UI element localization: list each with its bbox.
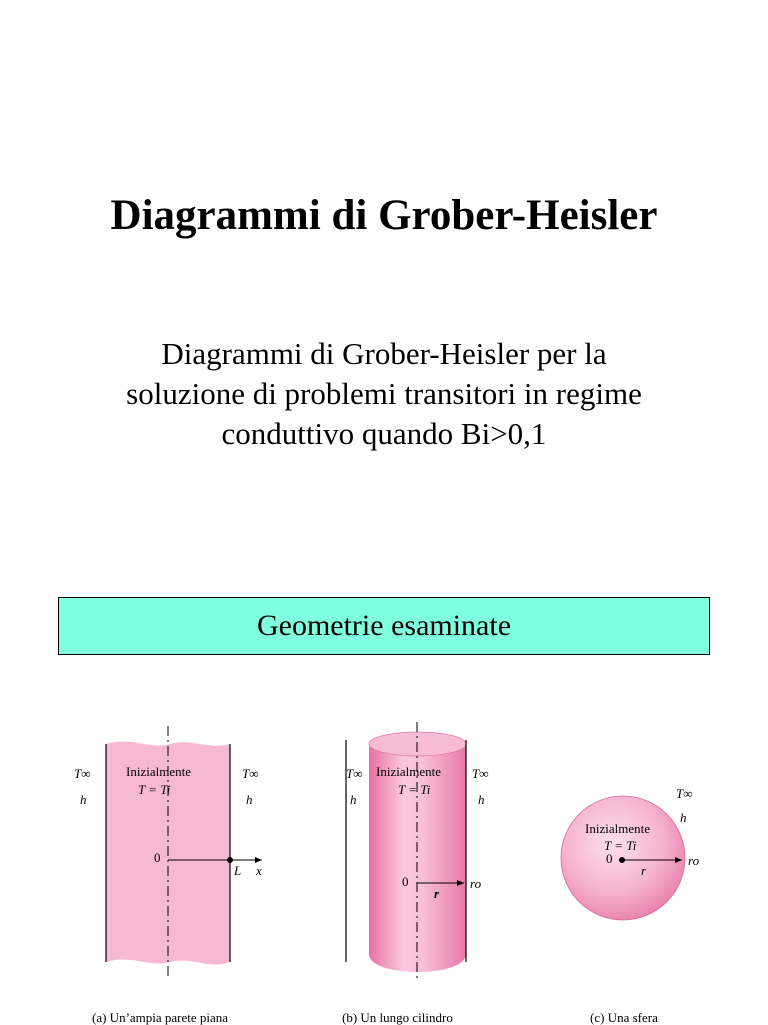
wall-h-right: h: [246, 792, 253, 807]
wall-origin: 0: [154, 850, 161, 865]
wall-x-label: x: [256, 863, 262, 878]
wall-length-label: L: [234, 863, 242, 878]
cylinder-caption: (b) Un lungo cilindro: [342, 1010, 453, 1025]
cylinder-initial-eq: T = Ti: [398, 782, 431, 797]
wall-point-l: [227, 857, 233, 863]
wall-t-inf-left: T∞: [74, 766, 91, 781]
subtitle: [60, 334, 708, 454]
subtitle-line-1: Diagrammi di Grober-Heisler per la: [161, 336, 607, 371]
sphere-diagram: [561, 796, 685, 920]
sphere-h: h: [680, 810, 687, 825]
wall-initial-eq: T = Ti: [138, 782, 171, 797]
sphere-outer-radius-label: ro: [688, 853, 700, 868]
cylinder-h-left: h: [350, 792, 357, 807]
subtitle-line-2: soluzione di problemi transitori in regime: [126, 376, 642, 411]
sphere-t-inf: T∞: [676, 786, 693, 801]
cylinder-t-inf-right: T∞: [472, 766, 489, 781]
sphere-initial-eq: T = Ti: [604, 838, 637, 853]
sphere-initial-label: Inizialmente: [585, 821, 650, 836]
wall-initial-label: Inizialmente: [126, 764, 191, 779]
page-title: Diagrammi di Grober-Heisler: [110, 192, 658, 239]
geometries-banner: Geometrie esaminate: [58, 597, 710, 655]
wall-h-left: h: [80, 792, 87, 807]
sphere-radius-label: r: [641, 863, 647, 878]
cylinder-origin: 0: [402, 874, 409, 889]
geometries-figure: [0, 700, 768, 1024]
cylinder-radius-label: r: [434, 886, 440, 901]
sphere-origin: 0: [606, 851, 613, 866]
wall-caption: (a) Un’ampia parete piana: [92, 1010, 229, 1025]
subtitle-line-3: conduttivo quando Bi>0,1: [221, 416, 547, 451]
cylinder-h-right: h: [478, 792, 485, 807]
geometries-illustration: [0, 700, 768, 1024]
cylinder-outer-radius-label: ro: [470, 876, 482, 891]
sphere-caption: (c) Una sfera: [590, 1010, 658, 1025]
cylinder-t-inf-left: T∞: [346, 766, 363, 781]
wall-t-inf-right: T∞: [242, 766, 259, 781]
cylinder-initial-label: Inizialmente: [376, 764, 441, 779]
cylinder-diagram: [346, 722, 466, 980]
